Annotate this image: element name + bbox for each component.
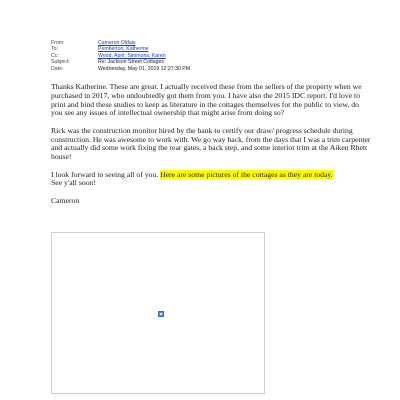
body-paragraph-2: Rick was the construction monitor hired by the bank to certify our draw/ progress schedule during construction. He was awesome to work with. We go way back, from the days that I was a trim carpenter and actually did some work fixing the rear gates, a back step, and some interior trim at the Aiken Rhett house!	[51, 125, 371, 162]
broken-image-icon	[158, 311, 164, 317]
paragraph-3-intro: I look forward to seeing all of you.	[51, 169, 161, 179]
cc-label: Cc:	[51, 52, 59, 59]
subject-value: Re: Jackson Street Cottages	[98, 59, 165, 66]
body-paragraph-3	[51, 171, 371, 189]
from-value[interactable]: Cameron Oldais	[98, 40, 136, 46]
date-value: Wednesday, May 01, 2019 12:27:30 PM	[98, 65, 191, 72]
from-label: From:	[51, 40, 65, 46]
signature: Cameron	[51, 195, 80, 205]
to-value[interactable]: Pemberton, Katherine	[98, 46, 149, 53]
date-label: Date:	[51, 65, 64, 72]
body-paragraph-1: Thanks Katherine. These are great. I actually received these from the sellers of the property when we purchased in 2017, who undoubtedly got them from you. I have also the 2015 IDC report. I'd love to print and bind these studies to keep as literature in the cottages themselves for the public to view, do you see any issues of intellectual ownership that might arise from doing so?	[51, 82, 362, 118]
date-row	[51, 66, 190, 72]
subject-label: Subject:	[51, 59, 70, 66]
email-body	[51, 83, 371, 214]
to-label: To:	[51, 46, 58, 53]
cc-value[interactable]: Wood, April; Simmons, Karen	[98, 52, 166, 59]
embedded-image-placeholder[interactable]	[51, 232, 265, 394]
email-header	[51, 40, 190, 72]
highlighted-text: Here are some pictures of the cottages as they are today.	[160, 169, 333, 179]
paragraph-3-closing: See y'all soon!	[51, 178, 96, 188]
